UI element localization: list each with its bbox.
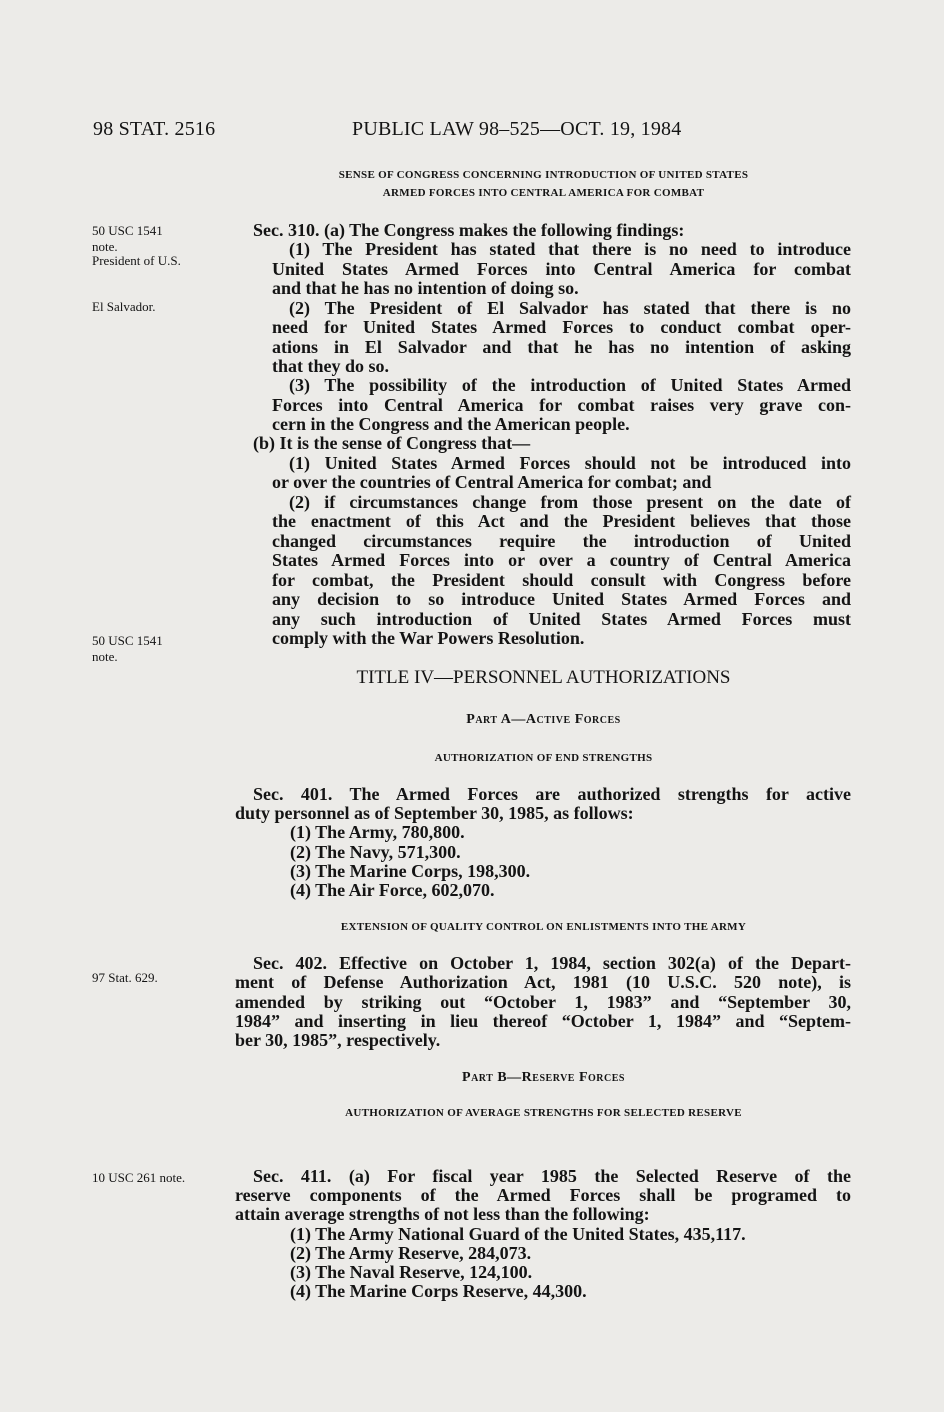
sec401-line: (2) The Navy, 571,300.	[290, 842, 461, 862]
sec310-line: changed circumstances require the introduction of United	[272, 531, 851, 551]
margin-note-note: note.	[92, 239, 118, 254]
sec401-line: (1) The Army, 780,800.	[290, 822, 465, 842]
sec401-line: duty personnel as of September 30, 1985, as follows:	[235, 803, 634, 823]
margin-note-usc-1541-b: 50 USC 1541	[92, 633, 163, 648]
sec310-line: comply with the War Powers Resolution.	[272, 628, 585, 648]
sec401-heading: AUTHORIZATION OF END STRENGTHS	[434, 752, 653, 764]
statute-page-number: 98 STAT. 2516	[93, 118, 216, 140]
sec310-line: need for United States Armed Forces to conduct combat oper-	[272, 317, 851, 337]
sec310-line: (b) It is the sense of Congress that—	[253, 433, 531, 453]
sec310-line: Forces into Central America for combat raises very grave con-	[272, 395, 851, 415]
sec411-line: (4) The Marine Corps Reserve, 44,300.	[290, 1281, 587, 1301]
sec411-line: (3) The Naval Reserve, 124,100.	[290, 1262, 533, 1282]
sec401-line: Sec. 401. The Armed Forces are authorized strengths for active	[253, 784, 851, 804]
margin-note-usc-1541: 50 USC 1541	[92, 223, 163, 238]
sec310-line: (3) The possibility of the introduction of United States Armed	[289, 375, 851, 395]
public-law-title: PUBLIC LAW 98–525—OCT. 19, 1984	[352, 118, 682, 140]
sec411-line: reserve components of the Armed Forces shall be programed to	[235, 1185, 851, 1205]
sec310-line: Sec. 310. (a) The Congress makes the following findings:	[253, 220, 685, 240]
sec402-line: ber 30, 1985”, respectively.	[235, 1030, 441, 1050]
title-iv-heading: TITLE IV—PERSONNEL AUTHORIZATIONS	[356, 667, 731, 688]
sec411-line: (1) The Army National Guard of the United States, 435,117.	[290, 1224, 746, 1244]
sec411-line: (2) The Army Reserve, 284,073.	[290, 1243, 532, 1263]
sec310-line: States Armed Forces into or over a country of Central America	[272, 550, 851, 570]
sec401-line: (3) The Marine Corps, 198,300.	[290, 861, 531, 881]
sec402-heading: EXTENSION OF QUALITY CONTROL ON ENLISTMENTS INTO THE ARMY	[340, 921, 747, 933]
margin-note-10-usc-261: 10 USC 261 note.	[92, 1170, 186, 1185]
sec310-line: any such introduction of United States Armed Forces must	[272, 609, 851, 629]
sec310-line: that they do so.	[272, 356, 390, 376]
sec310-line: and that he has no intention of doing so.	[272, 278, 579, 298]
sec310-line: (2) The President of El Salvador has stated that there is no	[289, 298, 851, 318]
sec402-line: 1984” and inserting in lieu thereof “October 1, 1984” and “Septem-	[235, 1011, 851, 1031]
part-a-heading: Part A—Active Forces	[466, 712, 621, 727]
sec402-line: ment of Defense Authorization Act, 1981 (10 U.S.C. 520 note), is	[235, 972, 851, 992]
sec310-line: (2) if circumstances change from those present on the date of	[289, 492, 851, 512]
sec310-line: (1) United States Armed Forces should not be introduced into	[289, 453, 851, 473]
margin-note-97-stat: 97 Stat. 629.	[92, 970, 158, 985]
sec310-line: cern in the Congress and the American people.	[272, 414, 630, 434]
sec310-line: the enactment of this Act and the President believes that those	[272, 511, 851, 531]
sec310-line: for combat, the President should consult with Congress before	[272, 570, 851, 590]
sec310-line: or over the countries of Central America for combat; and	[272, 472, 712, 492]
sec310-line: (1) The President has stated that there is no need to introduce	[289, 239, 851, 259]
sec411-heading: AUTHORIZATION OF AVERAGE STRENGTHS FOR SELECTED RESERVE	[345, 1107, 742, 1119]
sec310-line: United States Armed Forces into Central America for combat	[272, 259, 851, 279]
margin-note-note-b: note.	[92, 649, 118, 664]
margin-note-el-salvador: El Salvador.	[92, 299, 156, 314]
part-b-heading: Part B—Reserve Forces	[462, 1070, 625, 1085]
sec310-line: any decision to so introduce United States Armed Forces and	[272, 589, 851, 609]
sec402-line: Sec. 402. Effective on October 1, 1984, section 302(a) of the Depart-	[253, 953, 851, 973]
sec310-heading-line2: ARMED FORCES INTO CENTRAL AMERICA FOR COMBAT	[382, 187, 705, 199]
sec411-line: Sec. 411. (a) For fiscal year 1985 the Selected Reserve of the	[253, 1166, 851, 1186]
margin-note-president: President of U.S.	[92, 253, 181, 268]
sec401-line: (4) The Air Force, 602,070.	[290, 880, 495, 900]
sec310-line: ations in El Salvador and that he has no intention of asking	[272, 337, 851, 357]
sec411-line: attain average strengths of not less than the following:	[235, 1204, 650, 1224]
sec402-line: amended by striking out “October 1, 1983” and “September 30,	[235, 992, 851, 1012]
sec310-heading-line1: SENSE OF CONGRESS CONCERNING INTRODUCTION OF UNITED STATES	[338, 169, 749, 181]
